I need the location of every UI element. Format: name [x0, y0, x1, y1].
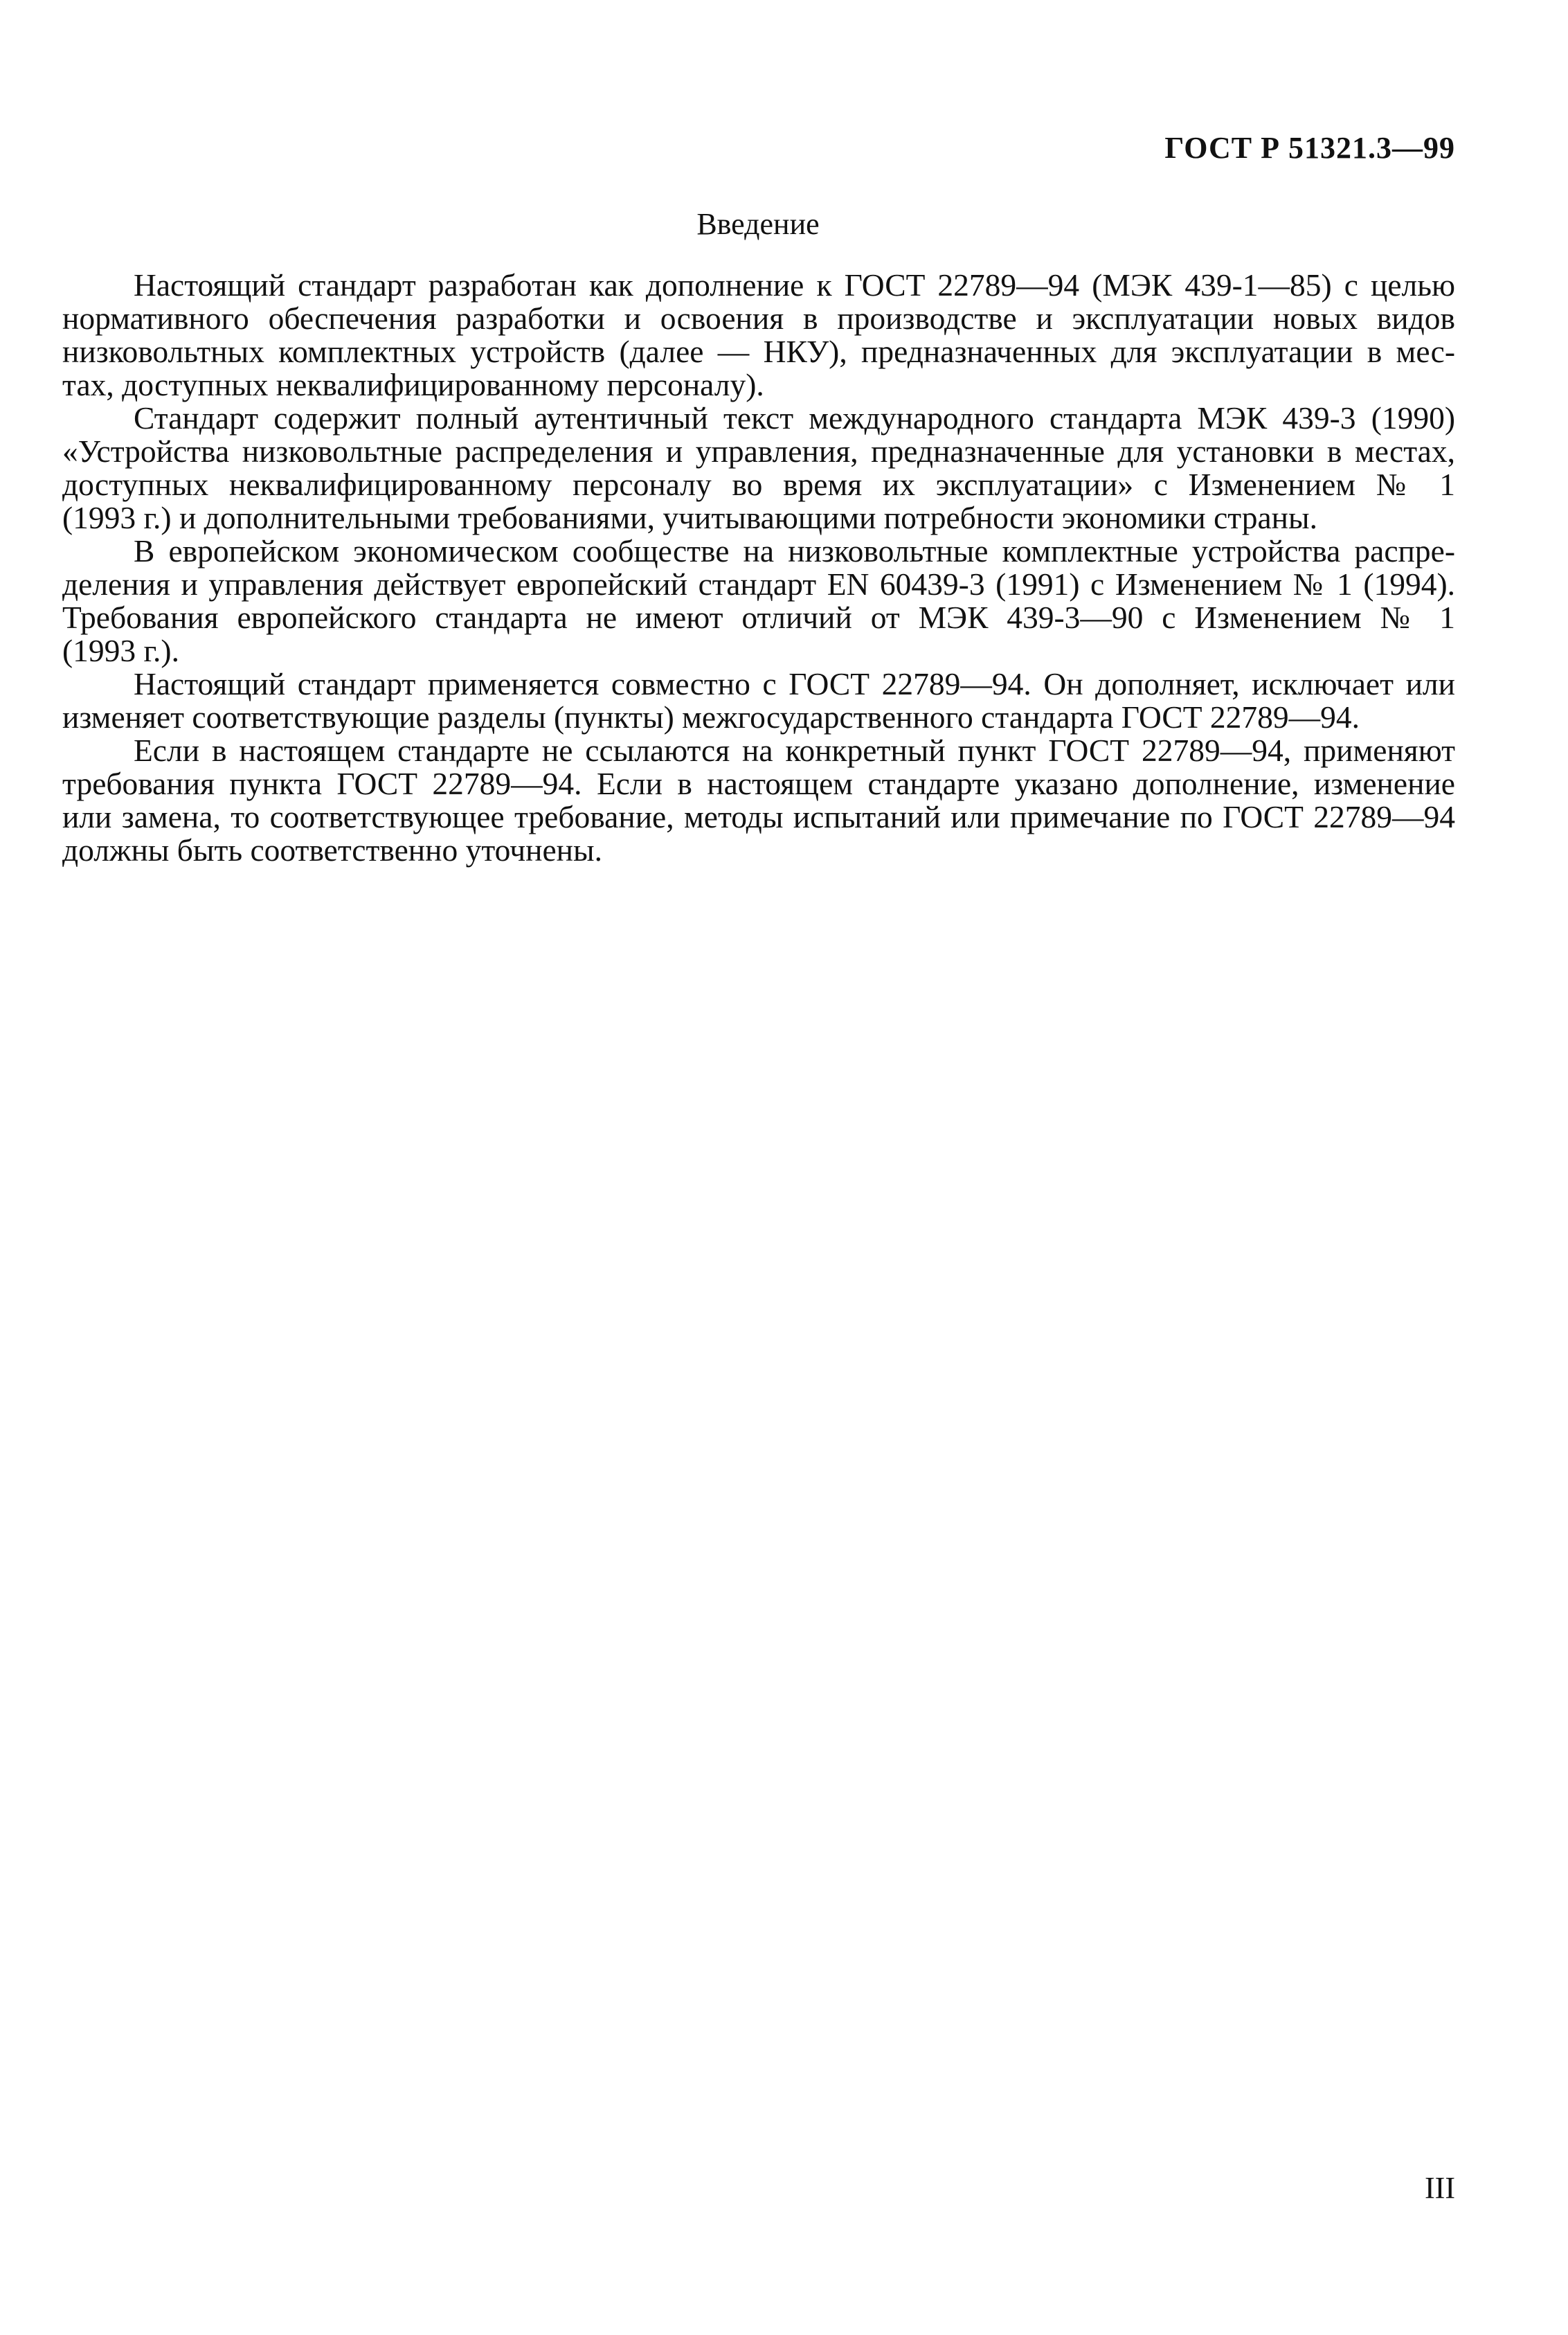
page-number: III: [1425, 2171, 1455, 2205]
text-line: тах, доступных неквалифицированному персоналу).: [62, 367, 764, 402]
text-line: изменяет соответствующие разделы (пункты) межгосударственного стандарта ГОСТ 22789—94.: [62, 699, 1360, 735]
text-line: Стандарт содержит полный аутентичный текст международного стандарта МЭК 439-3 (1990): [134, 400, 1455, 436]
text-line: должны быть соответственно уточнены.: [62, 832, 602, 868]
text-line: (1993 г.) и дополнительными требованиями, учитывающими потребности экономики страны.: [62, 500, 1317, 535]
text-line: «Устройства низковольтные распределения и управления, предназначенные для установки в местах,: [62, 433, 1455, 469]
text-line: или замена, то соответствующее требование, методы испытаний или примечание по ГОСТ 22789—94: [62, 799, 1455, 834]
text-line: доступных неквалифицированному персоналу во время их эксплуатации» с Изменением № 1: [62, 467, 1455, 502]
text-line: деления и управления действует европейский стандарт EN 60439-3 (1991) с Изменением № 1 (1994).: [62, 566, 1455, 602]
text-line: В европейском экономическом сообществе на низковольтные комплектные устройства распре-: [134, 533, 1455, 569]
text-line: Настоящий стандарт применяется совместно с ГОСТ 22789—94. Он дополняет, исключает или: [134, 666, 1455, 701]
text-line: Если в настоящем стандарте не ссылаются на конкретный пункт ГОСТ 22789—94, применяют: [134, 733, 1455, 768]
text-line: Настоящий стандарт разработан как дополнение к ГОСТ 22789—94 (МЭК 439-1—85) с целью: [134, 267, 1455, 303]
text-line: Требования европейского стандарта не имеют отличий от МЭК 439-3—90 с Изменением № 1: [62, 600, 1455, 635]
document-header: ГОСТ Р 51321.3—99: [1164, 131, 1455, 165]
paragraph-5: [62, 734, 1455, 867]
text-line: (1993 г.).: [62, 633, 179, 668]
paragraph-4: [62, 668, 1455, 734]
paragraph-2: [62, 402, 1455, 535]
section-title: Введение: [696, 207, 820, 241]
paragraph-3: [62, 535, 1455, 668]
text-line: требования пункта ГОСТ 22789—94. Если в настоящем стандарте указано дополнение, изменение: [62, 766, 1455, 801]
paragraph-1: [62, 269, 1455, 402]
body-text: [62, 269, 1455, 867]
text-line: нормативного обеспечения разработки и освоения в производстве и эксплуатации новых видов: [62, 301, 1455, 336]
text-line: низковольтных комплектных устройств (далее — НКУ), предназначенных для эксплуатации в мес-: [62, 334, 1455, 369]
